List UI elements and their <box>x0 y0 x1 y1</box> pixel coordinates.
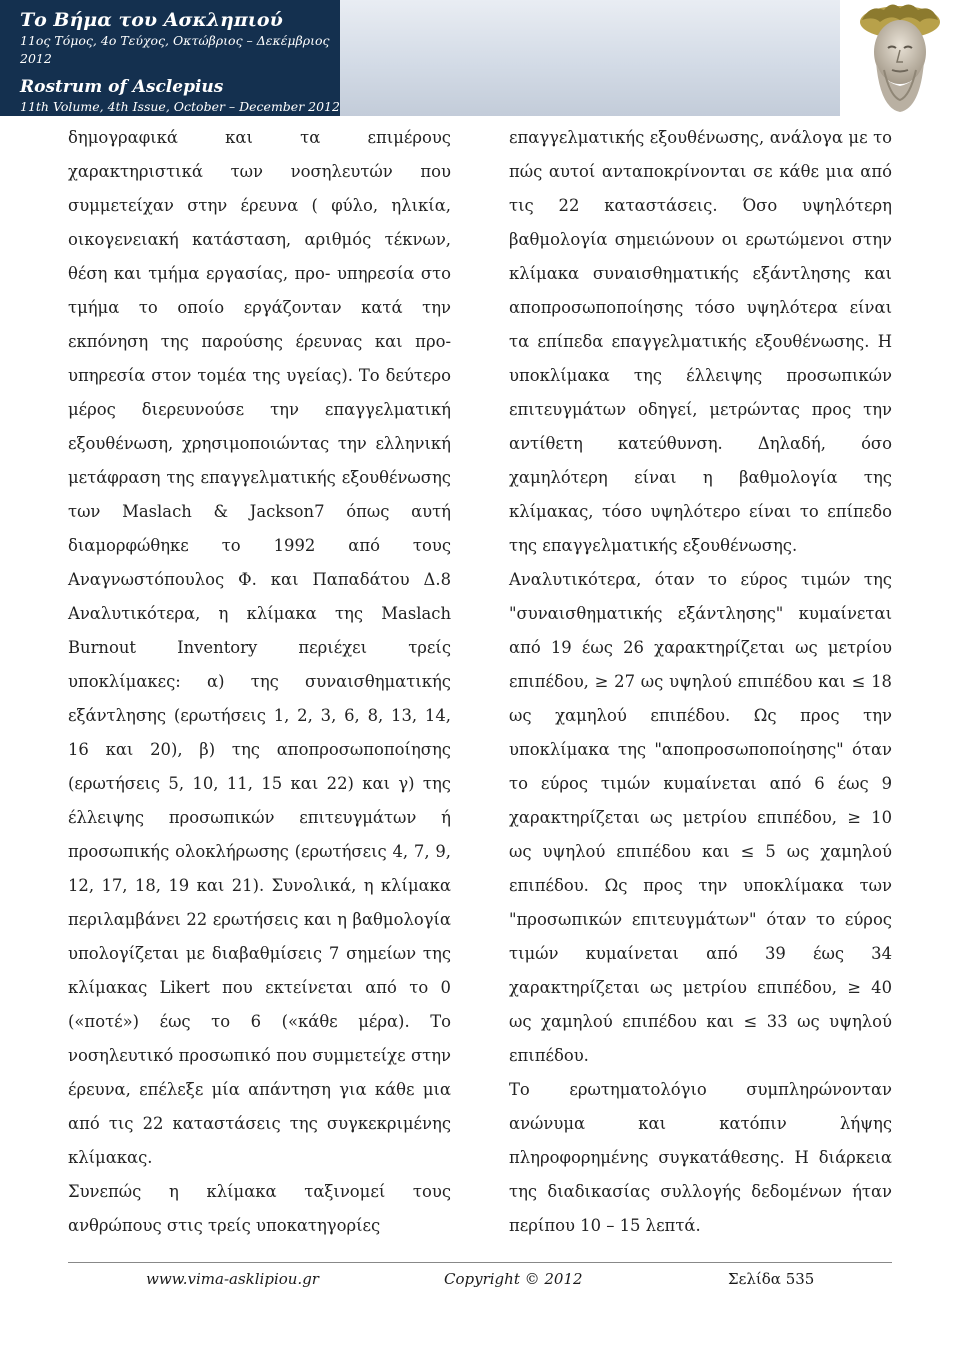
footer-website-link[interactable]: www.vima-asklipiou.gr <box>146 1270 319 1288</box>
journal-issue-english: 11th Volume, 4th Issue, October – December 2012 <box>20 99 340 114</box>
paragraph: Αναλυτικότερα, όταν το εύρος τιμών της "συναισθηματικής εξάντλησης" κυμαίνεται από 19 έως 26 χαρακτηρίζεται ως μετρίου επιπέδου, ≥ 27 ως υψηλού επιπέδου και ≤ 18 ως χαμηλού επιπέδου. Ως προς την υποκλίμακα της "αποπροσωποποίησης" όταν το εύρος τιμών κυμαίνεται από 6 έως 9 χαρακτηρίζεται ως μετρίου επιπέδου, ≥ 10 ως υψηλού επιπέδου και ≤ 5 ως χαμηλού επιπέδου. Ως προς την υποκλίμακα των "προσωπικών επιτευγμάτων" όταν το εύρος τιμών κυμαίνεται από 39 έως 34 χαρακτηρίζεται ως μετρίου επιπέδου, ≥ 40 ως χαμηλού επιπέδου και ≤ 33 ως υψηλού επιπέδου. <box>509 570 892 1065</box>
paragraph: Το ερωτηματολόγιο συμπληρώνονταν ανώνυμα και κατόπιν λήψης πληροφορημένης συγκατάθεσης. Η διάρκεια της διαδικασίας συλλογής δεδομένων ήταν περίπου 10 – 15 λεπτά. <box>509 1080 892 1235</box>
footer-page-number: Σελίδα 535 <box>728 1270 815 1288</box>
paragraph: Συνεπώς η κλίμακα ταξινομεί τους ανθρώπους στις τρείς υποκατηγορίες <box>68 1182 451 1235</box>
paragraph: επαγγελματικής εξουθένωσης, ανάλογα με το πώς αυτοί ανταποκρίνονται σε κάθε μια από τις 22 καταστάσεις. Όσο υψηλότερη βαθμολογία σημειώνουν οι ερωτώμενοι στην κλίμακα συναισθηματικής εξάντλησης και αποπροσωποποίησης τόσο υψηλότερα είναι τα επίπεδα επαγγελματικής εξουθένωσης. Η υποκλίμακα της έλλειψης προσωπικών επιτευγμάτων οδηγεί, μετρώντας προς την αντίθετη κατεύθυνση. Δηλαδή, όσο χαμηλότερη είναι η βαθμολογία της κλίμακας, τόσο υψηλότερο είναι το επίπεδο της επαγγελματικής εξουθένωσης. <box>509 128 892 555</box>
journal-title-english: Rostrum of Asclepius <box>20 77 224 97</box>
header-band <box>340 0 840 116</box>
page-header <box>0 0 960 116</box>
asclepius-bust-logo <box>840 0 960 116</box>
text-column-left <box>68 121 451 1243</box>
footer-divider <box>68 1262 892 1263</box>
journal-issue-greek: 11ος Τόμος, 4ο Τεύχος, Οκτώβριος – Δεκέμβριος 2012 <box>20 33 330 66</box>
paragraph: δημογραφικά και τα επιμέρους χαρακτηριστικά των νοσηλευτών που συμμετείχαν στην έρευνα ( φύλο, ηλικία, οικογενειακή κατάσταση, αριθμός τέκνων, θέση και τμήμα εργασίας, προ- υπηρεσία στο τμήμα το οποίο εργάζονταν κατά την εκπόνηση της παρούσης έρευνας και προ-υπηρεσία στον τομέα της υγείας). Το δεύτερο μέρος διερευνούσε την επαγγελματική εξουθένωση, χρησιμοποιώντας την ελληνική μετάφραση της επαγγελματικής εξουθένωσης των Maslach & Jackson7 όπως αυτή διαμορφώθηκε το 1992 από τους Αναγνωστόπουλος Φ. και Παπαδάτου Δ.8 Αναλυτικότερα, η κλίμακα της Maslach Burnout Inventory περιέχει τρείς υποκλίμακες: α) της συναισθηματικής εξάντλησης (ερωτήσεις 1, 2, 3, 6, 8, 13, 14, 16 και 20), β) της αποπροσωποποίησης (ερωτήσεις 5, 10, 11, 15 και 22) και γ) της έλλειψης προσωπικών επιτευγμάτων ή προσωπικής ολοκλήρωσης (ερωτήσεις 4, 7, 9, 12, 17, 18, 19 και 21). Συνολικά, η κλίμακα περιλαμβάνει 22 ερωτήσεις και η βαθμολογία υπολογίζεται με διαβαθμίσεις 7 σημείων της κλίμακας Likert που εκτείνεται από το 0 («ποτέ») έως το 6 («κάθε μέρα). Το νοσηλευτικό προσωπικό που συμμετείχε στην έρευνα, επέλεξε μία απάντηση για κάθε μια από τις 22 καταστάσεις της συγκεκριμένης κλίμακας. <box>68 128 451 1167</box>
journal-title-greek: Το Βήμα του Ασκληπιού <box>20 9 283 31</box>
journal-banner <box>0 0 340 116</box>
text-column-right <box>509 121 892 1243</box>
footer-copyright: Copyright © 2012 <box>444 1270 583 1288</box>
